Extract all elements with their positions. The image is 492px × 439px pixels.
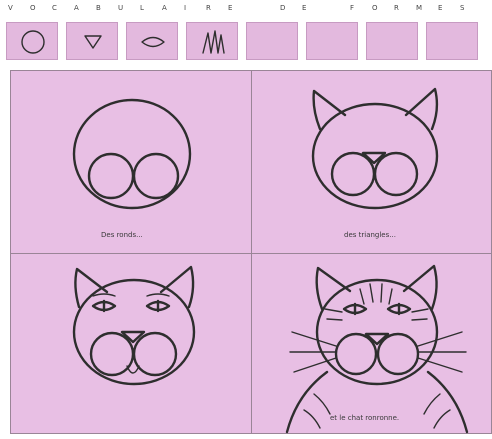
panel-caption: des triangles... xyxy=(344,231,396,239)
hair-strokes-icon xyxy=(187,23,239,61)
header-letter: F xyxy=(350,4,355,12)
drawing-steps-grid xyxy=(10,70,492,434)
header-letter: E xyxy=(228,4,233,12)
header-letter: E xyxy=(302,4,307,12)
header-letter: B xyxy=(96,4,101,12)
circle-icon xyxy=(7,23,59,61)
header-letter: R xyxy=(394,4,399,12)
header-letter: M xyxy=(416,4,423,12)
header-letter: E xyxy=(438,4,443,12)
swatch-blank xyxy=(306,22,358,60)
cat-step-eyes-drawing xyxy=(11,254,251,434)
header-letter: U xyxy=(118,4,124,12)
swatch-blank xyxy=(366,22,418,60)
swatch-triangle xyxy=(66,22,118,60)
cat-step-tabby-drawing xyxy=(252,254,492,434)
header-letter: A xyxy=(162,4,167,12)
eye-oval-icon xyxy=(127,23,179,61)
shape-swatch-row xyxy=(6,22,490,64)
step-panel-triangles xyxy=(252,71,492,253)
header-letter: S xyxy=(460,4,465,12)
header-letter: V xyxy=(8,4,13,12)
step-panel-eyes xyxy=(11,254,251,434)
header-letter: O xyxy=(372,4,378,12)
header-letter: A xyxy=(74,4,79,12)
title-letter-strip xyxy=(8,4,488,16)
cat-step-circles-drawing xyxy=(11,71,251,253)
cat-step-triangles-drawing xyxy=(252,71,492,253)
panel-caption: Des ronds... xyxy=(101,231,143,239)
header-letter: O xyxy=(30,4,36,12)
step-panel-tabby xyxy=(252,254,492,434)
header-letter: R xyxy=(206,4,211,12)
swatch-circle xyxy=(6,22,58,60)
swatch-blank xyxy=(246,22,298,60)
panel-caption: et le chat ronronne. xyxy=(330,414,400,422)
triangle-icon xyxy=(67,23,119,61)
header-letter: D xyxy=(280,4,286,12)
step-panel-circles xyxy=(11,71,251,253)
header-letter: L xyxy=(140,4,144,12)
header-letter: C xyxy=(52,4,57,12)
swatch-hair xyxy=(186,22,238,60)
header-letter: I xyxy=(184,4,187,12)
swatch-eye xyxy=(126,22,178,60)
swatch-blank xyxy=(426,22,478,60)
